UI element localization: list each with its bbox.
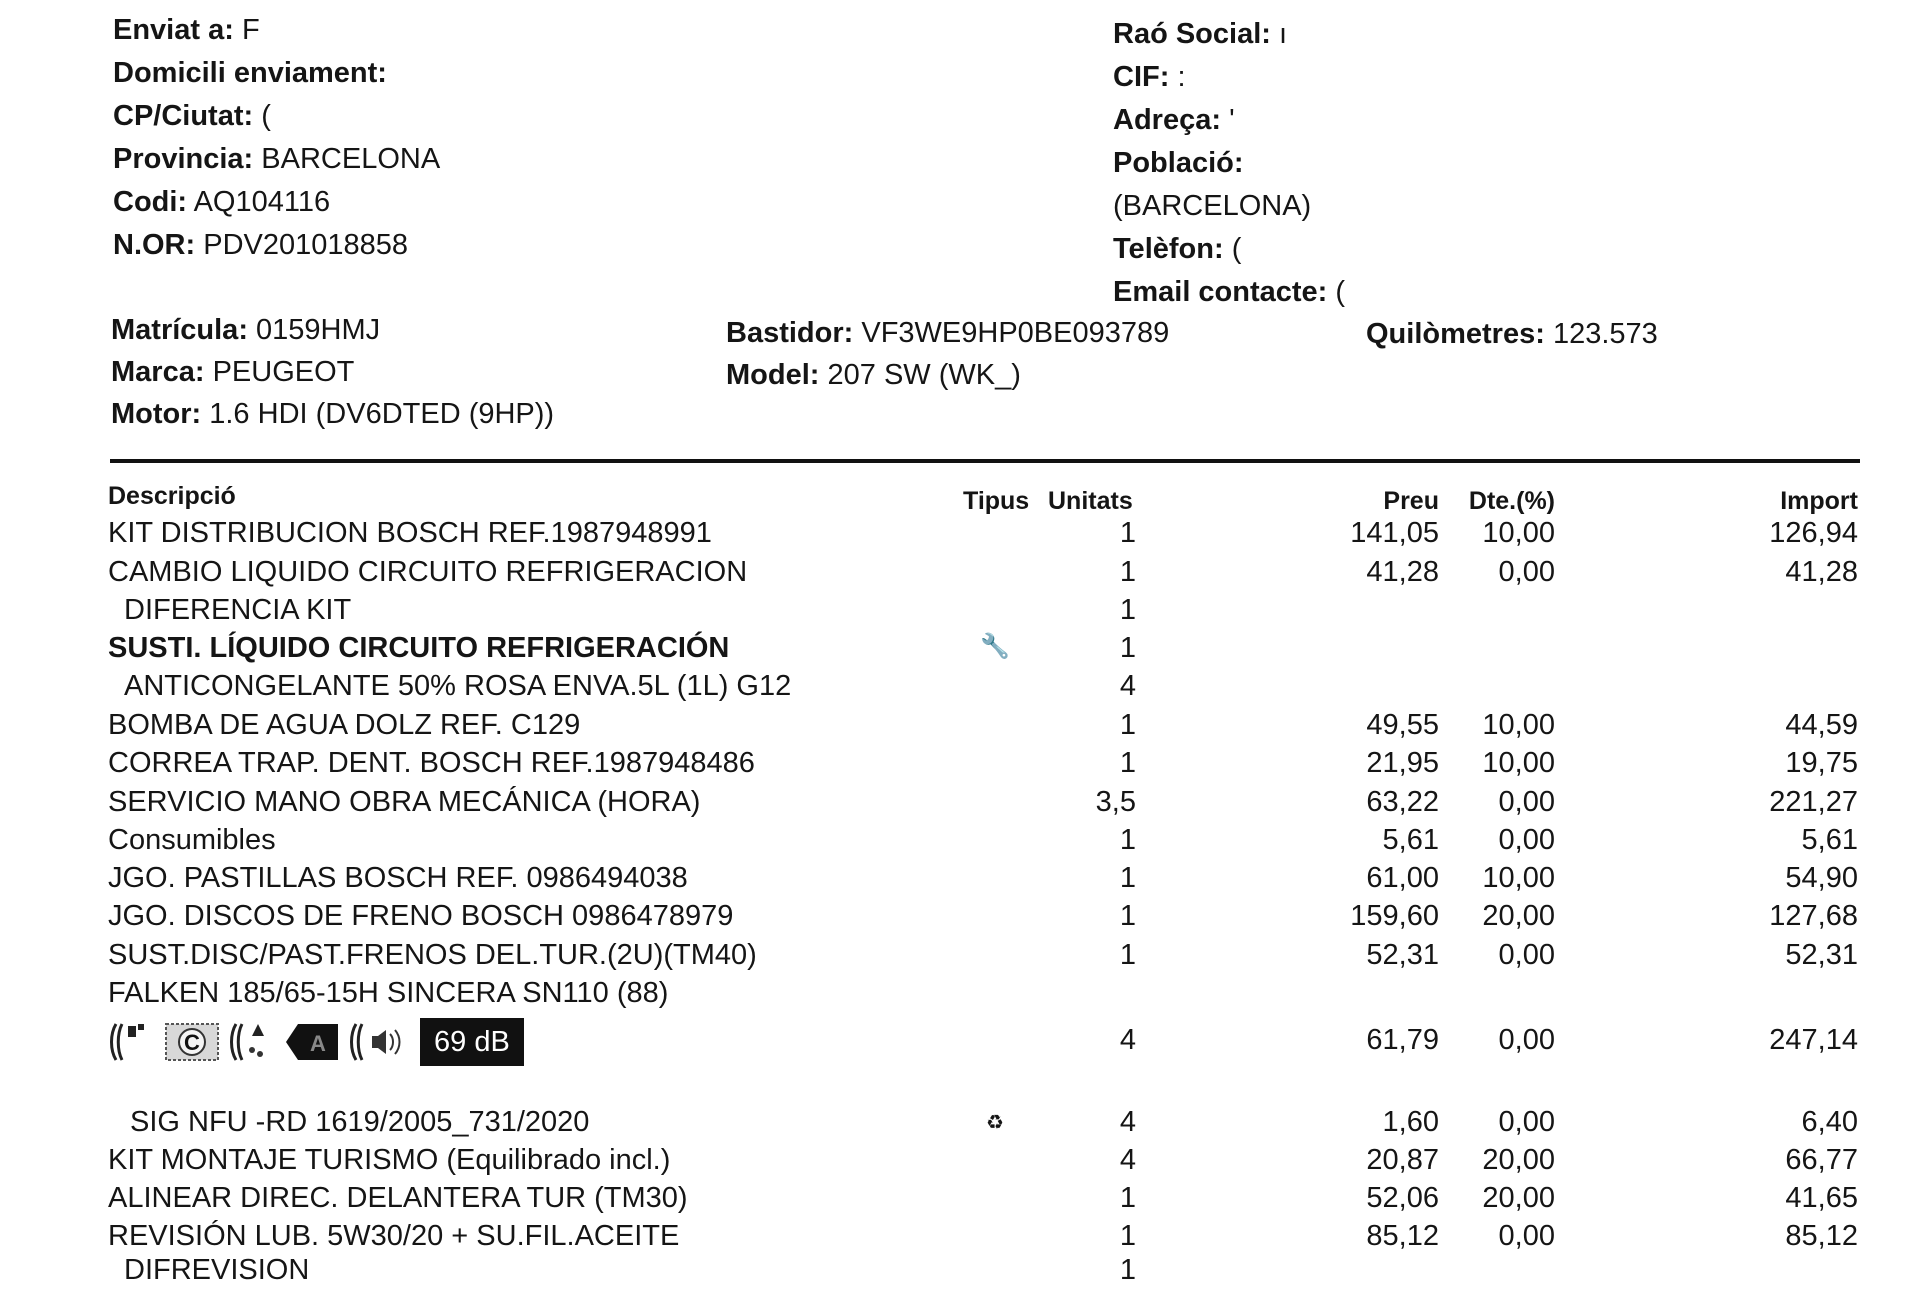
table-row: [0, 517, 1920, 553]
shipping-address-line: [113, 57, 387, 90]
row-price: 52,06: [1366, 1182, 1439, 1214]
row-units: 4: [1119, 1144, 1136, 1176]
row-description: FALKEN 185/65-15H SINCERA SN110 (88): [108, 977, 669, 1009]
row-description: SIG NFU -RD 1619/2005_731/2020: [130, 1106, 590, 1138]
row-price: 1,60: [1382, 1106, 1439, 1138]
sent-to-line: [113, 14, 260, 47]
chassis-value: VF3WE9HP0BE093789: [861, 317, 1170, 349]
row-description: JGO. DISCOS DE FRENO BOSCH 0986478979: [108, 900, 734, 932]
table-row: [0, 786, 1920, 822]
brand-line: [111, 356, 354, 389]
company-value: ı: [1279, 18, 1288, 50]
table-row: [0, 862, 1920, 898]
row-description: KIT DISTRIBUCION BOSCH REF.1987948991: [108, 517, 712, 549]
row-units: 4: [1119, 1106, 1136, 1138]
table-row: [0, 900, 1920, 936]
col-header-amount: Import: [1780, 487, 1858, 515]
col-header-units: Unitats: [1048, 487, 1133, 515]
chassis-label: Bastidor:: [726, 317, 854, 349]
km-value: 123.573: [1552, 318, 1658, 350]
engine-line: [111, 398, 554, 431]
table-row: [0, 977, 1920, 1013]
sent-to-label: Enviat a:: [113, 14, 234, 46]
row-units: 4: [1119, 670, 1136, 702]
row-discount: 0,00: [1498, 786, 1555, 818]
row-discount: 20,00: [1482, 900, 1555, 932]
svg-text:C: C: [184, 1030, 200, 1055]
row-amount: 85,12: [1785, 1220, 1858, 1252]
shipping-address-label: Domicili enviament:: [113, 57, 387, 89]
row-discount: 0,00: [1498, 1106, 1555, 1138]
row-description: REVISIÓN LUB. 5W30/20 + SU.FIL.ACEITE: [108, 1220, 680, 1252]
engine-value: 1.6 HDI (DV6DTED (9HP)): [209, 398, 555, 430]
row-discount: 0,00: [1498, 556, 1555, 588]
row-units: 1: [1119, 900, 1136, 932]
col-header-description: Descripció: [108, 482, 236, 510]
table-row: [0, 709, 1920, 745]
table-row: [0, 1144, 1920, 1180]
row-price: 141,05: [1350, 517, 1439, 549]
nor-value: PDV201018858: [203, 229, 409, 261]
street-label: Adreça:: [1113, 104, 1221, 136]
town-province-line: [1113, 190, 1311, 223]
town-province-value: (BARCELONA): [1113, 190, 1312, 222]
row-amount: 41,65: [1785, 1182, 1858, 1214]
table-row: [0, 824, 1920, 860]
row-units: 1: [1119, 824, 1136, 856]
row-price: 20,87: [1366, 1144, 1439, 1176]
code-label: Codi:: [113, 186, 188, 218]
row-description: DIFERENCIA KIT: [124, 594, 352, 626]
col-header-price: Preu: [1383, 487, 1439, 515]
row-description: CAMBIO LIQUIDO CIRCUITO REFRIGERACION: [108, 556, 748, 588]
row-discount: 20,00: [1482, 1144, 1555, 1176]
cif-value: :: [1177, 61, 1186, 93]
cp-city-value: (: [261, 100, 271, 132]
row-price: 63,22: [1366, 786, 1439, 818]
row-description: CORREA TRAP. DENT. BOSCH REF.1987948486: [108, 747, 755, 779]
phone-line: [1113, 233, 1241, 266]
province-label: Provincia:: [113, 143, 254, 175]
row-units: 1: [1119, 1182, 1136, 1214]
row-discount: 10,00: [1482, 517, 1555, 549]
email-value: (: [1335, 276, 1346, 308]
row-units: 4: [1119, 1024, 1136, 1056]
row-units: 1: [1119, 632, 1136, 664]
brand-value: PEUGEOT: [212, 356, 355, 388]
svg-text:A: A: [310, 1031, 326, 1056]
row-price: 85,12: [1366, 1220, 1439, 1252]
row-discount: 0,00: [1498, 824, 1555, 856]
row-description: SUSTI. LÍQUIDO CIRCUITO REFRIGERACIÓN: [108, 632, 730, 664]
table-row: [0, 939, 1920, 975]
row-amount: 44,59: [1785, 709, 1858, 741]
row-amount: 66,77: [1785, 1144, 1858, 1176]
row-units: 1: [1119, 594, 1136, 626]
row-description: JGO. PASTILLAS BOSCH REF. 0986494038: [108, 862, 688, 894]
sent-to-value: F: [241, 14, 260, 46]
code-line: [113, 186, 330, 219]
noise-db-badge: 69 dB: [420, 1018, 524, 1066]
plate-label: Matrícula:: [111, 314, 248, 346]
company-line: [1113, 18, 1287, 51]
row-amount: 52,31: [1785, 939, 1858, 971]
row-discount: 10,00: [1482, 709, 1555, 741]
table-row: [0, 670, 1920, 706]
table-row: [0, 747, 1920, 783]
model-line: [726, 359, 1021, 392]
row-price: 41,28: [1366, 556, 1439, 588]
cif-line: [1113, 61, 1186, 94]
model-label: Model:: [726, 359, 820, 391]
row-amount: 19,75: [1785, 747, 1858, 779]
table-row: [0, 1220, 1920, 1256]
row-amount: 6,40: [1801, 1106, 1858, 1138]
company-label: Raó Social:: [1113, 18, 1271, 50]
row-units: 1: [1119, 556, 1136, 588]
plate-value: 0159HMJ: [256, 314, 381, 346]
row-description: ANTICONGELANTE 50% ROSA ENVA.5L (1L) G12: [124, 670, 792, 702]
row-amount: 54,90: [1785, 862, 1858, 894]
engine-label: Motor:: [111, 398, 202, 430]
row-discount: 0,00: [1498, 939, 1555, 971]
row-description: SUST.DISC/PAST.FRENOS DEL.TUR.(2U)(TM40): [108, 939, 757, 971]
street-value: ': [1229, 104, 1235, 136]
header-divider: [110, 459, 1860, 463]
code-value: AQ104116: [193, 186, 331, 218]
row-amount: 126,94: [1769, 517, 1858, 549]
cif-label: CIF:: [1113, 61, 1170, 93]
nor-line: [113, 229, 408, 262]
table-row: [0, 556, 1920, 592]
recycle-icon: ♻: [986, 1112, 1004, 1134]
table-row: [0, 1106, 1920, 1142]
table-row: [0, 1254, 1920, 1290]
row-amount: 221,27: [1769, 786, 1858, 818]
row-price: 159,60: [1350, 900, 1439, 932]
email-line: [1113, 276, 1345, 309]
row-amount: 127,68: [1769, 900, 1858, 932]
wrench-icon: 🔧: [980, 633, 1010, 660]
chassis-line: [726, 317, 1169, 350]
row-description: KIT MONTAJE TURISMO (Equilibrado incl.): [108, 1144, 671, 1176]
km-line: [1366, 318, 1658, 351]
row-units: 1: [1119, 517, 1136, 549]
row-price: 52,31: [1366, 939, 1439, 971]
phone-value: (: [1231, 233, 1242, 265]
table-row: [0, 594, 1920, 630]
row-price: 21,95: [1366, 747, 1439, 779]
row-units: 1: [1119, 939, 1136, 971]
province-value: BARCELONA: [261, 143, 441, 175]
col-header-tipus: Tipus: [963, 487, 1030, 515]
col-header-discount: Dte.(%): [1468, 487, 1555, 515]
table-row: [0, 632, 1920, 668]
row-price: 49,55: [1366, 709, 1439, 741]
row-discount: 0,00: [1498, 1220, 1555, 1252]
plate-line: [111, 314, 380, 347]
row-discount: 20,00: [1482, 1182, 1555, 1214]
street-line: [1113, 104, 1235, 137]
table-row: [0, 1182, 1920, 1218]
row-description: SERVICIO MANO OBRA MECÁNICA (HORA): [108, 786, 701, 818]
town-label: Població:: [1113, 147, 1244, 179]
cp-city-line: [113, 100, 271, 133]
row-description: BOMBA DE AGUA DOLZ REF. C129: [108, 709, 581, 741]
row-amount: 41,28: [1785, 556, 1858, 588]
row-units: 1: [1119, 1254, 1136, 1286]
brand-label: Marca:: [111, 356, 205, 388]
row-discount: 10,00: [1482, 862, 1555, 894]
row-amount: 247,14: [1769, 1024, 1858, 1056]
row-units: 1: [1119, 862, 1136, 894]
phone-label: Telèfon:: [1113, 233, 1224, 265]
cp-city-label: CP/Ciutat:: [113, 100, 254, 132]
row-description: Consumibles: [108, 824, 276, 856]
table-row: [0, 1024, 1920, 1060]
row-price: 61,79: [1366, 1024, 1439, 1056]
row-price: 61,00: [1366, 862, 1439, 894]
row-discount: 10,00: [1482, 747, 1555, 779]
row-units: 3,5: [1095, 786, 1136, 818]
province-line: [113, 143, 440, 176]
email-label: Email contacte:: [1113, 276, 1328, 308]
row-units: 1: [1119, 1220, 1136, 1252]
town-line: [1113, 147, 1244, 180]
row-units: 1: [1119, 709, 1136, 741]
model-value: 207 SW (WK_): [827, 359, 1021, 391]
row-discount: 0,00: [1498, 1024, 1555, 1056]
row-units: 1: [1119, 747, 1136, 779]
nor-label: N.OR:: [113, 229, 196, 261]
row-amount: 5,61: [1801, 824, 1858, 856]
km-label: Quilòmetres:: [1366, 318, 1545, 350]
row-description: ALINEAR DIREC. DELANTERA TUR (TM30): [108, 1182, 688, 1214]
row-price: 5,61: [1382, 824, 1439, 856]
row-description: DIFREVISION: [124, 1254, 310, 1286]
